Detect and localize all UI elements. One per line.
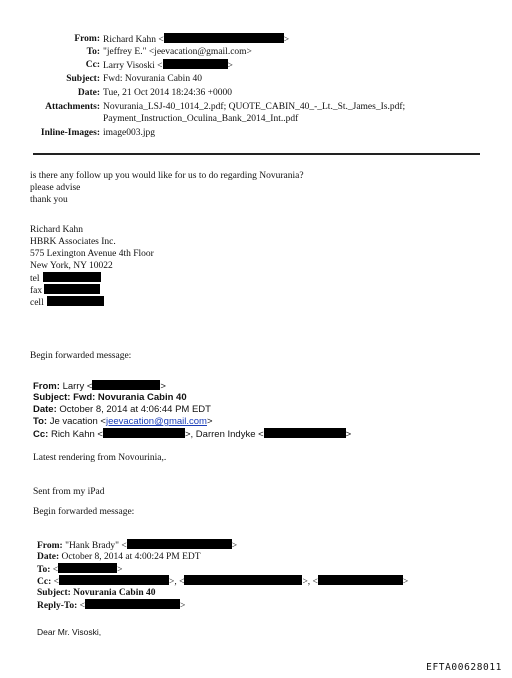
cc-label: Cc: <box>85 60 100 70</box>
signature-tel: tel <box>30 272 101 285</box>
redaction-block <box>184 575 302 585</box>
signature-address: 575 Lexington Avenue 4th Floor <box>30 249 154 259</box>
to-label: To: <box>86 47 100 57</box>
signature-fax: fax <box>30 284 100 297</box>
signature-cell: cell <box>30 296 104 309</box>
fwd1-date: Date: October 8, 2014 at 4:06:44 PM EDT <box>33 404 211 415</box>
date-value: Tue, 21 Oct 2014 18:24:36 +0000 <box>103 88 233 98</box>
attachments-line-1: Novurania_LSJ-40_1014_2.pdf; QUOTE_CABIN_40_-_Lt._St._James_Is.pdf; <box>103 102 406 112</box>
date-label: Date: <box>77 88 100 98</box>
from-label: From: <box>74 34 100 44</box>
signature-name: Richard Kahn <box>30 225 84 235</box>
to-value: "jeffrey E." <jeevacation@gmail.com> <box>103 47 252 57</box>
cc-value: Larry Visoski < > <box>103 61 233 71</box>
email-link[interactable]: jeevacation@gmail.com <box>105 416 207 427</box>
fwd1-from: From: Larry < > <box>33 381 166 392</box>
redaction-block <box>164 33 284 43</box>
bates-number: EFTA00628011 <box>426 662 502 673</box>
body-line-1: is there any follow up you would like for us to do regarding Novurania? <box>30 171 304 181</box>
from-value: Richard Kahn < > <box>103 35 290 45</box>
body-line-2: please advise <box>30 183 81 193</box>
redaction-block <box>103 428 185 438</box>
begin-forwarded-2: Begin forwarded message: <box>33 507 135 517</box>
redaction-block <box>44 284 100 294</box>
redaction-block <box>85 599 180 609</box>
attachments-line-2: Payment_Instruction_Oculina_Bank_2014_Int..pdf <box>103 114 299 124</box>
subject-label: Subject: <box>66 74 100 84</box>
redaction-block <box>92 380 160 390</box>
subject-value: Fwd: Novurania Cabin 40 <box>103 74 202 84</box>
inline-images-label: Inline-Images: <box>40 128 100 138</box>
header-divider <box>33 153 480 155</box>
redaction-block <box>59 575 169 585</box>
redaction-block <box>318 575 403 585</box>
redaction-block <box>127 539 232 549</box>
attachments-label: Attachments: <box>45 102 100 112</box>
signature-company: HBRK Associates Inc. <box>30 237 116 247</box>
body-line-3: thank you <box>30 195 68 205</box>
redaction-block <box>163 59 228 69</box>
fwd1-to: To: Je vacation <jeevacation@gmail.com> <box>33 416 213 427</box>
redaction-block <box>58 563 117 573</box>
fwd2-reply-to: Reply-To: < > <box>37 601 186 611</box>
fwd2-from: From: "Hank Brady" < > <box>37 541 238 551</box>
fwd1-cc: Cc: Rich Kahn < >, Darren Indyke < > <box>33 429 352 440</box>
greeting: Dear Mr. Visoski, <box>37 627 102 637</box>
fwd2-to: To: < > <box>37 565 123 575</box>
fwd1-message: Latest rendering from Novourinia,. <box>33 453 167 463</box>
fwd1-sent-from: Sent from my iPad <box>33 487 105 497</box>
fwd1-subject: Subject: Fwd: Novurania Cabin 40 <box>33 392 187 403</box>
fwd2-cc: Cc: < >, < >, < > <box>37 577 409 587</box>
fwd2-date: Date: October 8, 2014 at 4:00:24 PM EDT <box>37 552 201 562</box>
fwd2-subject: Subject: Novurania Cabin 40 <box>37 588 156 598</box>
begin-forwarded-1: Begin forwarded message: <box>30 351 132 361</box>
redaction-block <box>43 272 101 282</box>
redaction-block <box>264 428 346 438</box>
signature-city: New York, NY 10022 <box>30 261 113 271</box>
inline-images-value: image003.jpg <box>103 128 155 138</box>
redaction-block <box>47 296 104 306</box>
